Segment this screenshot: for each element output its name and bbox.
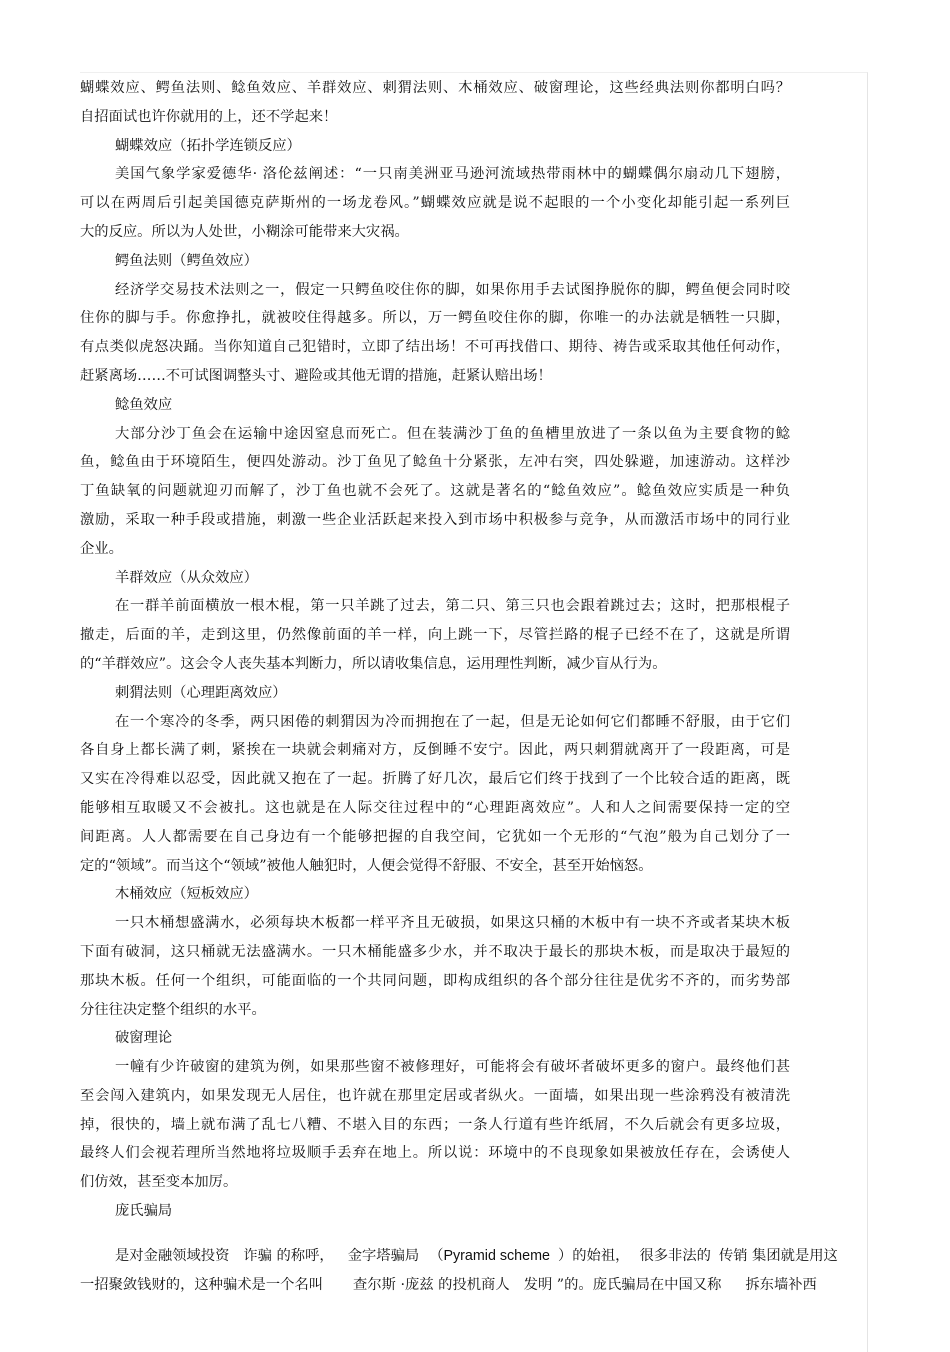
section-heading-crocodile: 鳄鱼法则（鳄鱼效应） <box>115 252 258 269</box>
ponzi-text: 的始祖， <box>572 1248 630 1264</box>
ponzi-line-2 <box>80 1271 870 1300</box>
paragraph-line: 撤走，后面的羊，走到这里，仍然像前面的羊一样，向上跳一下，尽管拦路的棍子已经不在了，这就是所谓 <box>80 627 790 644</box>
paragraph-line: 大部分沙丁鱼会在运输中途因窒息而死亡。但在装满沙丁鱼的鱼槽里放进了一条以鱼为主要食物的鲶 <box>115 425 790 442</box>
paragraph-line: 能够相互取暖又不会被扎。这也就是在人际交往过程中的“心理距离效应”。人和人之间需要保持一定的空 <box>80 799 790 816</box>
paragraph-line: 定的“领域”。而当这个“领域”被他人触犯时，人便会觉得不舒服、不安全，甚至开始恼怒。 <box>80 857 653 874</box>
paragraph-line: 最终人们会视若理所当然地将垃圾顺手丢弃在地上。所以说：环境中的不良现象如果被放任存在，会诱使人 <box>80 1145 790 1162</box>
paragraph-line: 在一群羊前面横放一根木棍，第一只羊跳了过去，第二只、第三只也会跟着跳过去；这时，把那根棍子 <box>115 598 790 615</box>
paragraph-line: 那块木板。任何一个组织，可能面临的一个共同问题，即构成组织的各个部分往往是优劣不齐的，而劣势部 <box>80 972 790 989</box>
document-body <box>80 74 790 1226</box>
ponzi-text: 很多非法的 <box>639 1248 711 1264</box>
paragraph-line: 分往往决定整个组织的水平。 <box>80 1001 266 1018</box>
paragraph-line: 下面有破洞，这只桶就无法盛满水。一只木桶能盛多少水，并不取决于最长的那块木板，而是取决于最短的 <box>80 943 790 960</box>
ponzi-paragraph <box>80 1242 870 1300</box>
ponzi-text: ） <box>557 1248 573 1264</box>
paragraph-line: 大的反应。所以为人处世，小糊涂可能带来大灾祸。 <box>80 223 409 240</box>
section-heading-bucket: 木桶效应（短板效应） <box>115 886 258 903</box>
ponzi-text: 一招聚敛钱财的，这种骗术是一个名叫 <box>80 1276 324 1293</box>
ponzi-text: （ <box>429 1248 444 1264</box>
paragraph-line: 又实在冷得难以忍受，因此就又抱在了一起。折腾了好几次，最后它们终于找到了一个比较合适的距离，既 <box>80 771 790 788</box>
ponzi-text: 是对金融领域投资 <box>115 1248 230 1264</box>
section-heading-herd: 羊群效应（从众效应） <box>115 569 258 586</box>
paragraph-line: 丁鱼缺氧的问题就迎刃而解了，沙丁鱼也就不会死了。这就是著名的“鲶鱼效应”。鲶鱼效应实质是一种负 <box>80 483 790 500</box>
ponzi-latin-term: Pyramid scheme <box>443 1248 550 1264</box>
paragraph-line: 经济学交易技术法则之一，假定一只鳄鱼咬住你的脚，如果你用手去试图挣脱你的脚，鳄鱼便会同时咬 <box>115 281 790 298</box>
section-heading-butterfly: 蝴蝶效应（拓扑学连锁反应） <box>115 137 301 154</box>
paragraph-line: 的“羊群效应”。这会令人丧失基本判断力，所以请收集信息，运用理性判断，减少盲从行为。 <box>80 655 667 672</box>
paragraph-line: 一幢有少许破窗的建筑为例，如果那些窗不被修理好，可能将会有破坏者破坏更多的窗户。最终他们甚 <box>115 1059 790 1076</box>
paragraph-line: 各自身上都长满了刺，紧挨在一块就会刺痛对方，反倒睡不安宁。因此，两只刺猬就离开了一段距离，可是 <box>80 742 790 759</box>
ponzi-text: 查尔斯 ·庞兹 的投机商人 <box>353 1276 510 1293</box>
paragraph-line: 美国气象学家爱德华· 洛伦兹阐述：“一只南美洲亚马逊河流域热带雨林中的蝴蝶偶尔扇动几下翅膀， <box>115 166 790 183</box>
ponzi-text: 发明 ”的。庞氏骗局在中国又称 <box>523 1276 722 1293</box>
paragraph-line: 有点类似虎怒决踊。当你知道自己犯错时，立即了结出场！不可再找借口、期待、祷告或采取其他任何动作， <box>80 339 790 356</box>
ponzi-text: 诈骗 的称呼， <box>243 1248 334 1264</box>
paragraph-line: 赶紧离场……不可试图调整头寸、避险或其他无谓的措施，赶紧认赔出场！ <box>80 367 552 384</box>
ponzi-text: 金字塔骗局 <box>347 1248 420 1264</box>
paragraph-line: 一只木桶想盛满水，必须每块木板都一样平齐且无破损，如果这只桶的木板中有一块不齐或者某块木板 <box>115 915 790 932</box>
paragraph-line: 至会闯入建筑内，如果发现无人居住，也许就在那里定居或者纵火。一面墙，如果出现一些涂鸦没有被清洗 <box>80 1087 790 1104</box>
section-heading-hedgehog: 刺猬法则（心理距离效应） <box>115 684 287 701</box>
ponzi-line-1 <box>80 1242 870 1271</box>
ponzi-text: 传销 集团就是用这 <box>718 1248 838 1264</box>
ponzi-text: 拆东墙补西 <box>745 1276 817 1293</box>
section-heading-ponzi: 庞氏骗局 <box>115 1203 173 1220</box>
paragraph-line: 们仿效，甚至变本加厉。 <box>80 1174 238 1191</box>
intro-line-2: 自招面试也许你就用的上，还不学起来！ <box>80 108 338 125</box>
paragraph-line: 掉，很快的，墙上就布满了乱七八糟、不堪入目的东西；一条人行道有些许纸屑，不久后就会有更多垃圾， <box>80 1116 790 1133</box>
intro-line-1: 蝴蝶效应、鳄鱼法则、鲶鱼效应、羊群效应、刺猬法则、木桶效应、破窗理论，这些经典法则你都明白吗？ <box>80 80 790 96</box>
paragraph-line: 间距离。人人都需要在自己身边有一个能够把握的自我空间，它犹如一个无形的“气泡”般为自己划分了一 <box>80 828 790 845</box>
paragraph-line: 可以在两周后引起美国德克萨斯州的一场龙卷风。”蝴蝶效应就是说不起眼的一个小变化却能引起一系列巨 <box>80 195 790 212</box>
paragraph-line: 住你的脚与手。你愈挣扎，就被咬住得越多。所以，万一鳄鱼咬住你的脚，你唯一的办法就是牺牲一只脚， <box>80 310 790 327</box>
paragraph-line: 激励，采取一种手段或措施，刺激一些企业活跃起来投入到市场中积极参与竞争，从而激活市场中的同行业 <box>80 511 790 528</box>
section-heading-catfish: 鲶鱼效应 <box>115 396 173 413</box>
paragraph-line: 在一个寒冷的冬季，两只困倦的刺猬因为冷而拥抱在了一起，但是无论如何它们都睡不舒服，由于它们 <box>115 713 790 730</box>
paragraph-line: 鱼，鲶鱼由于环境陌生，便四处游动。沙丁鱼见了鲶鱼十分紧张，左冲右突，四处躲避，加速游动。这样沙 <box>80 454 790 471</box>
section-heading-broken-windows: 破窗理论 <box>115 1030 173 1047</box>
paragraph-line: 企业。 <box>80 540 123 557</box>
